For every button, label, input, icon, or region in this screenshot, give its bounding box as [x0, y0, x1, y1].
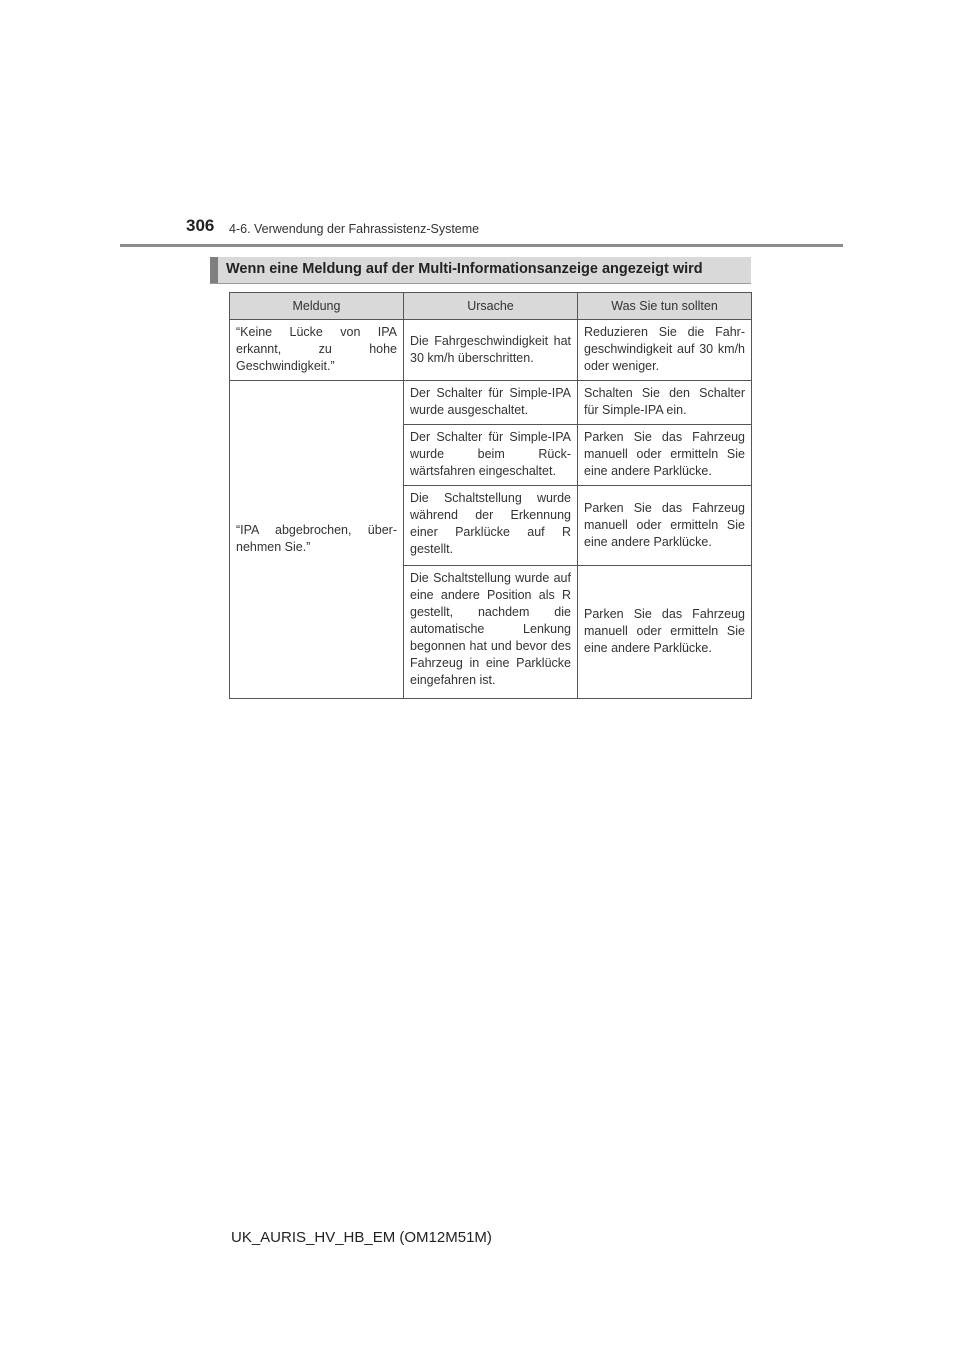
section-title: Wenn eine Meldung auf der Multi-Informationsanzeige angezeigt wird — [226, 261, 703, 277]
action-cell: Parken Sie das Fahrzeug manuell oder ermitteln Sie eine andere Parklücke. — [578, 566, 752, 699]
cause-cell: Der Schalter für Simple-IPA wurde ausgeschaltet. — [404, 381, 578, 425]
document-code: UK_AURIS_HV_HB_EM (OM12M51M) — [231, 1229, 492, 1246]
column-header-message: Meldung — [230, 293, 404, 320]
action-cell: Schalten Sie den Schalter für Simple-IPA ein. — [578, 381, 752, 425]
cause-cell: Der Schalter für Simple-IPA wurde beim Rück-wärtsfahren eingeschaltet. — [404, 425, 578, 486]
table-row — [230, 320, 752, 381]
cause-cell: Die Schaltstellung wurde während der Erkennung einer Parklücke auf R gestellt. — [404, 486, 578, 566]
table-row — [230, 381, 752, 425]
table-header-row — [230, 293, 752, 320]
action-cell: Parken Sie das Fahrzeug manuell oder ermitteln Sie eine andere Parklücke. — [578, 486, 752, 566]
message-cell: “IPA abgebrochen, über-nehmen Sie.” — [230, 381, 404, 699]
column-header-action: Was Sie tun sollten — [578, 293, 752, 320]
message-cell: “Keine Lücke von IPA erkannt, zu hohe Geschwindigkeit.” — [230, 320, 404, 381]
column-header-cause: Ursache — [404, 293, 578, 320]
action-cell: Parken Sie das Fahrzeug manuell oder ermitteln Sie eine andere Parklücke. — [578, 425, 752, 486]
message-table — [229, 292, 752, 699]
cause-cell: Die Fahrgeschwindigkeit hat 30 km/h überschritten. — [404, 320, 578, 381]
section-heading — [210, 257, 751, 284]
cause-cell: Die Schaltstellung wurde auf eine andere Position als R gestellt, nachdem die automatische Lenkung begonnen hat und bevor des Fahrzeug in eine Parklücke eingefahren ist. — [404, 566, 578, 699]
section-heading-marker — [210, 257, 218, 283]
breadcrumb: 4-6. Verwendung der Fahrassistenz-Systeme — [229, 222, 480, 236]
header-divider — [120, 244, 843, 247]
action-cell: Reduzieren Sie die Fahr-geschwindigkeit auf 30 km/h oder weniger. — [578, 320, 752, 381]
page-number: 306 — [186, 216, 215, 235]
